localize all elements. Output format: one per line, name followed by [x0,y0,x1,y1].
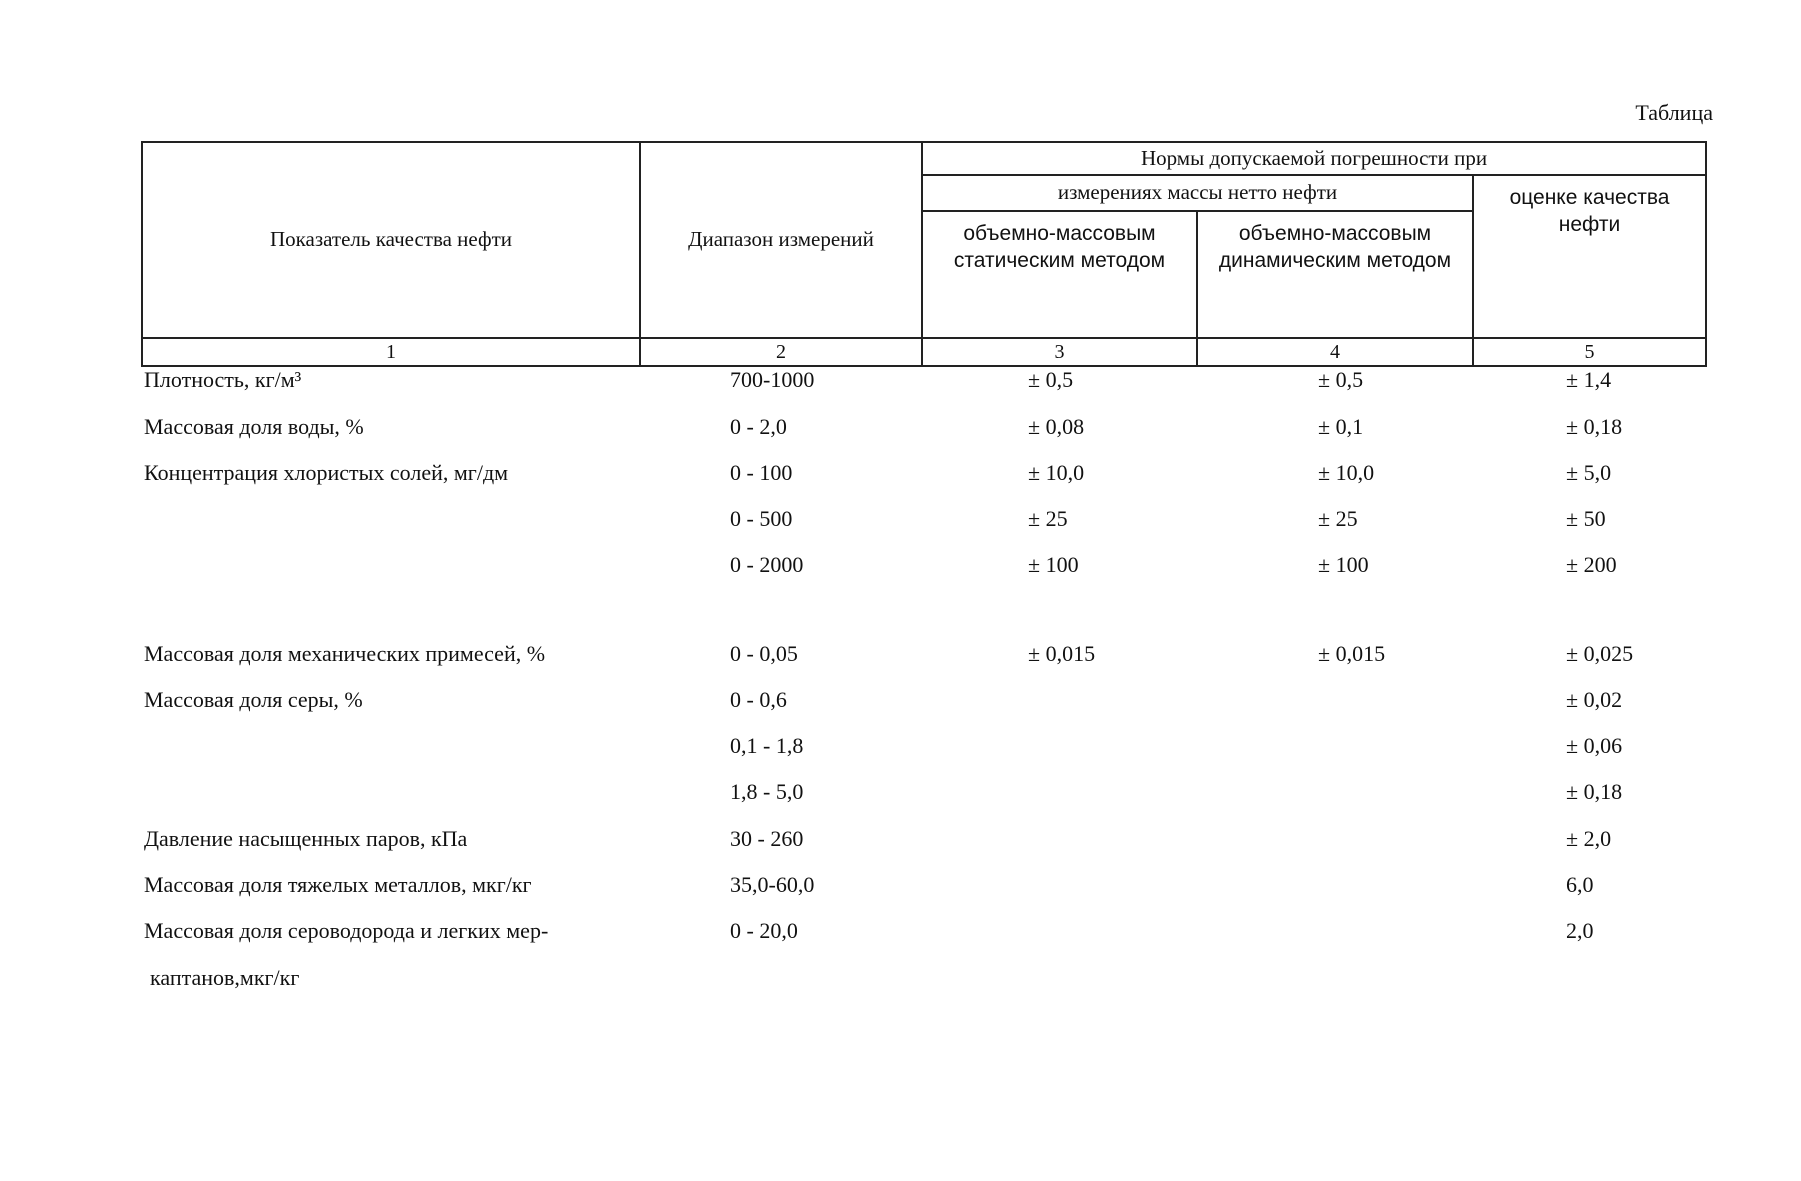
header-static-method: объемно-массовым статическим методом [922,211,1197,338]
indicator-name: Плотность, кг/м³ [144,367,302,392]
header-indicator: Показатель качества нефти [142,142,640,338]
table-row [0,552,1801,582]
static-error: ± 100 [1028,552,1079,577]
table-row [0,733,1801,763]
column-number: 1 [142,338,640,366]
quality-error: 2,0 [1566,918,1594,943]
table-row [0,414,1801,444]
quality-error: ± 0,18 [1566,414,1623,439]
measurement-range: 0 - 0,6 [730,687,787,712]
dynamic-error: ± 0,1 [1318,414,1364,439]
dynamic-error: ± 10,0 [1318,460,1375,485]
indicator-name: Массовая доля воды, % [144,414,364,439]
header-quality-eval: оценке качества нефти [1473,175,1706,338]
static-error: ± 0,5 [1028,367,1074,392]
measurement-range: 30 - 260 [730,826,804,851]
measurement-range: 0 - 2000 [730,552,804,577]
table-row [0,641,1801,671]
quality-error: 6,0 [1566,872,1594,897]
table-row [0,687,1801,717]
indicator-name: Массовая доля сероводорода и легких мер- [144,918,549,943]
header-mass-measure: измерениях массы нетто нефти [922,175,1473,211]
dynamic-error: ± 25 [1318,506,1358,531]
measurement-range: 35,0-60,0 [730,872,815,897]
quality-error: ± 1,4 [1566,367,1612,392]
quality-error: ± 0,02 [1566,687,1623,712]
quality-error: ± 50 [1566,506,1606,531]
quality-error: ± 0,025 [1566,641,1634,666]
table-row [0,506,1801,536]
measurement-range: 0 - 0,05 [730,641,798,666]
header-norms: Нормы допускаемой погрешности при [922,142,1706,175]
measurement-range: 0 - 100 [730,460,793,485]
static-error: ± 0,015 [1028,641,1096,666]
table-row [0,779,1801,809]
column-number: 3 [922,338,1197,366]
measurement-range: 700-1000 [730,367,815,392]
table-row [0,872,1801,902]
column-number: 5 [1473,338,1706,366]
quality-error: ± 2,0 [1566,826,1612,851]
column-number: 4 [1197,338,1473,366]
measurement-range: 0 - 2,0 [730,414,787,439]
measurement-range: 0 - 20,0 [730,918,798,943]
quality-error: ± 0,18 [1566,779,1623,804]
indicator-name: Концентрация хлористых солей, мг/дм [144,460,509,485]
measurement-range: 1,8 - 5,0 [730,779,804,804]
measurement-range: 0 - 500 [730,506,793,531]
static-error: ± 10,0 [1028,460,1085,485]
indicator-name: Массовая доля механических примесей, % [144,641,546,666]
measurement-range: 0,1 - 1,8 [730,733,804,758]
static-error: ± 0,08 [1028,414,1085,439]
table-header [141,141,1707,367]
table-row [0,826,1801,856]
quality-error: ± 5,0 [1566,460,1612,485]
dynamic-error: ± 100 [1318,552,1369,577]
table-row [0,918,1801,948]
dynamic-error: ± 0,5 [1318,367,1364,392]
indicator-name: Массовая доля тяжелых металлов, мкг/кг [144,872,532,897]
quality-error: ± 0,06 [1566,733,1623,758]
table-caption: Таблица [1635,100,1713,125]
header-range: Диапазон измерений [640,142,922,338]
quality-error: ± 200 [1566,552,1617,577]
indicator-name: Давление насыщенных паров, кПа [144,826,468,851]
static-error: ± 25 [1028,506,1068,531]
table-row [0,460,1801,490]
header-dynamic-method: объемно-массовым динамическим методом [1197,211,1473,338]
dynamic-error: ± 0,015 [1318,641,1386,666]
indicator-name: Массовая доля серы, % [144,687,363,712]
column-number: 2 [640,338,922,366]
row-continuation: каптанов,мкг/кг [150,965,300,990]
table-row [0,367,1801,397]
